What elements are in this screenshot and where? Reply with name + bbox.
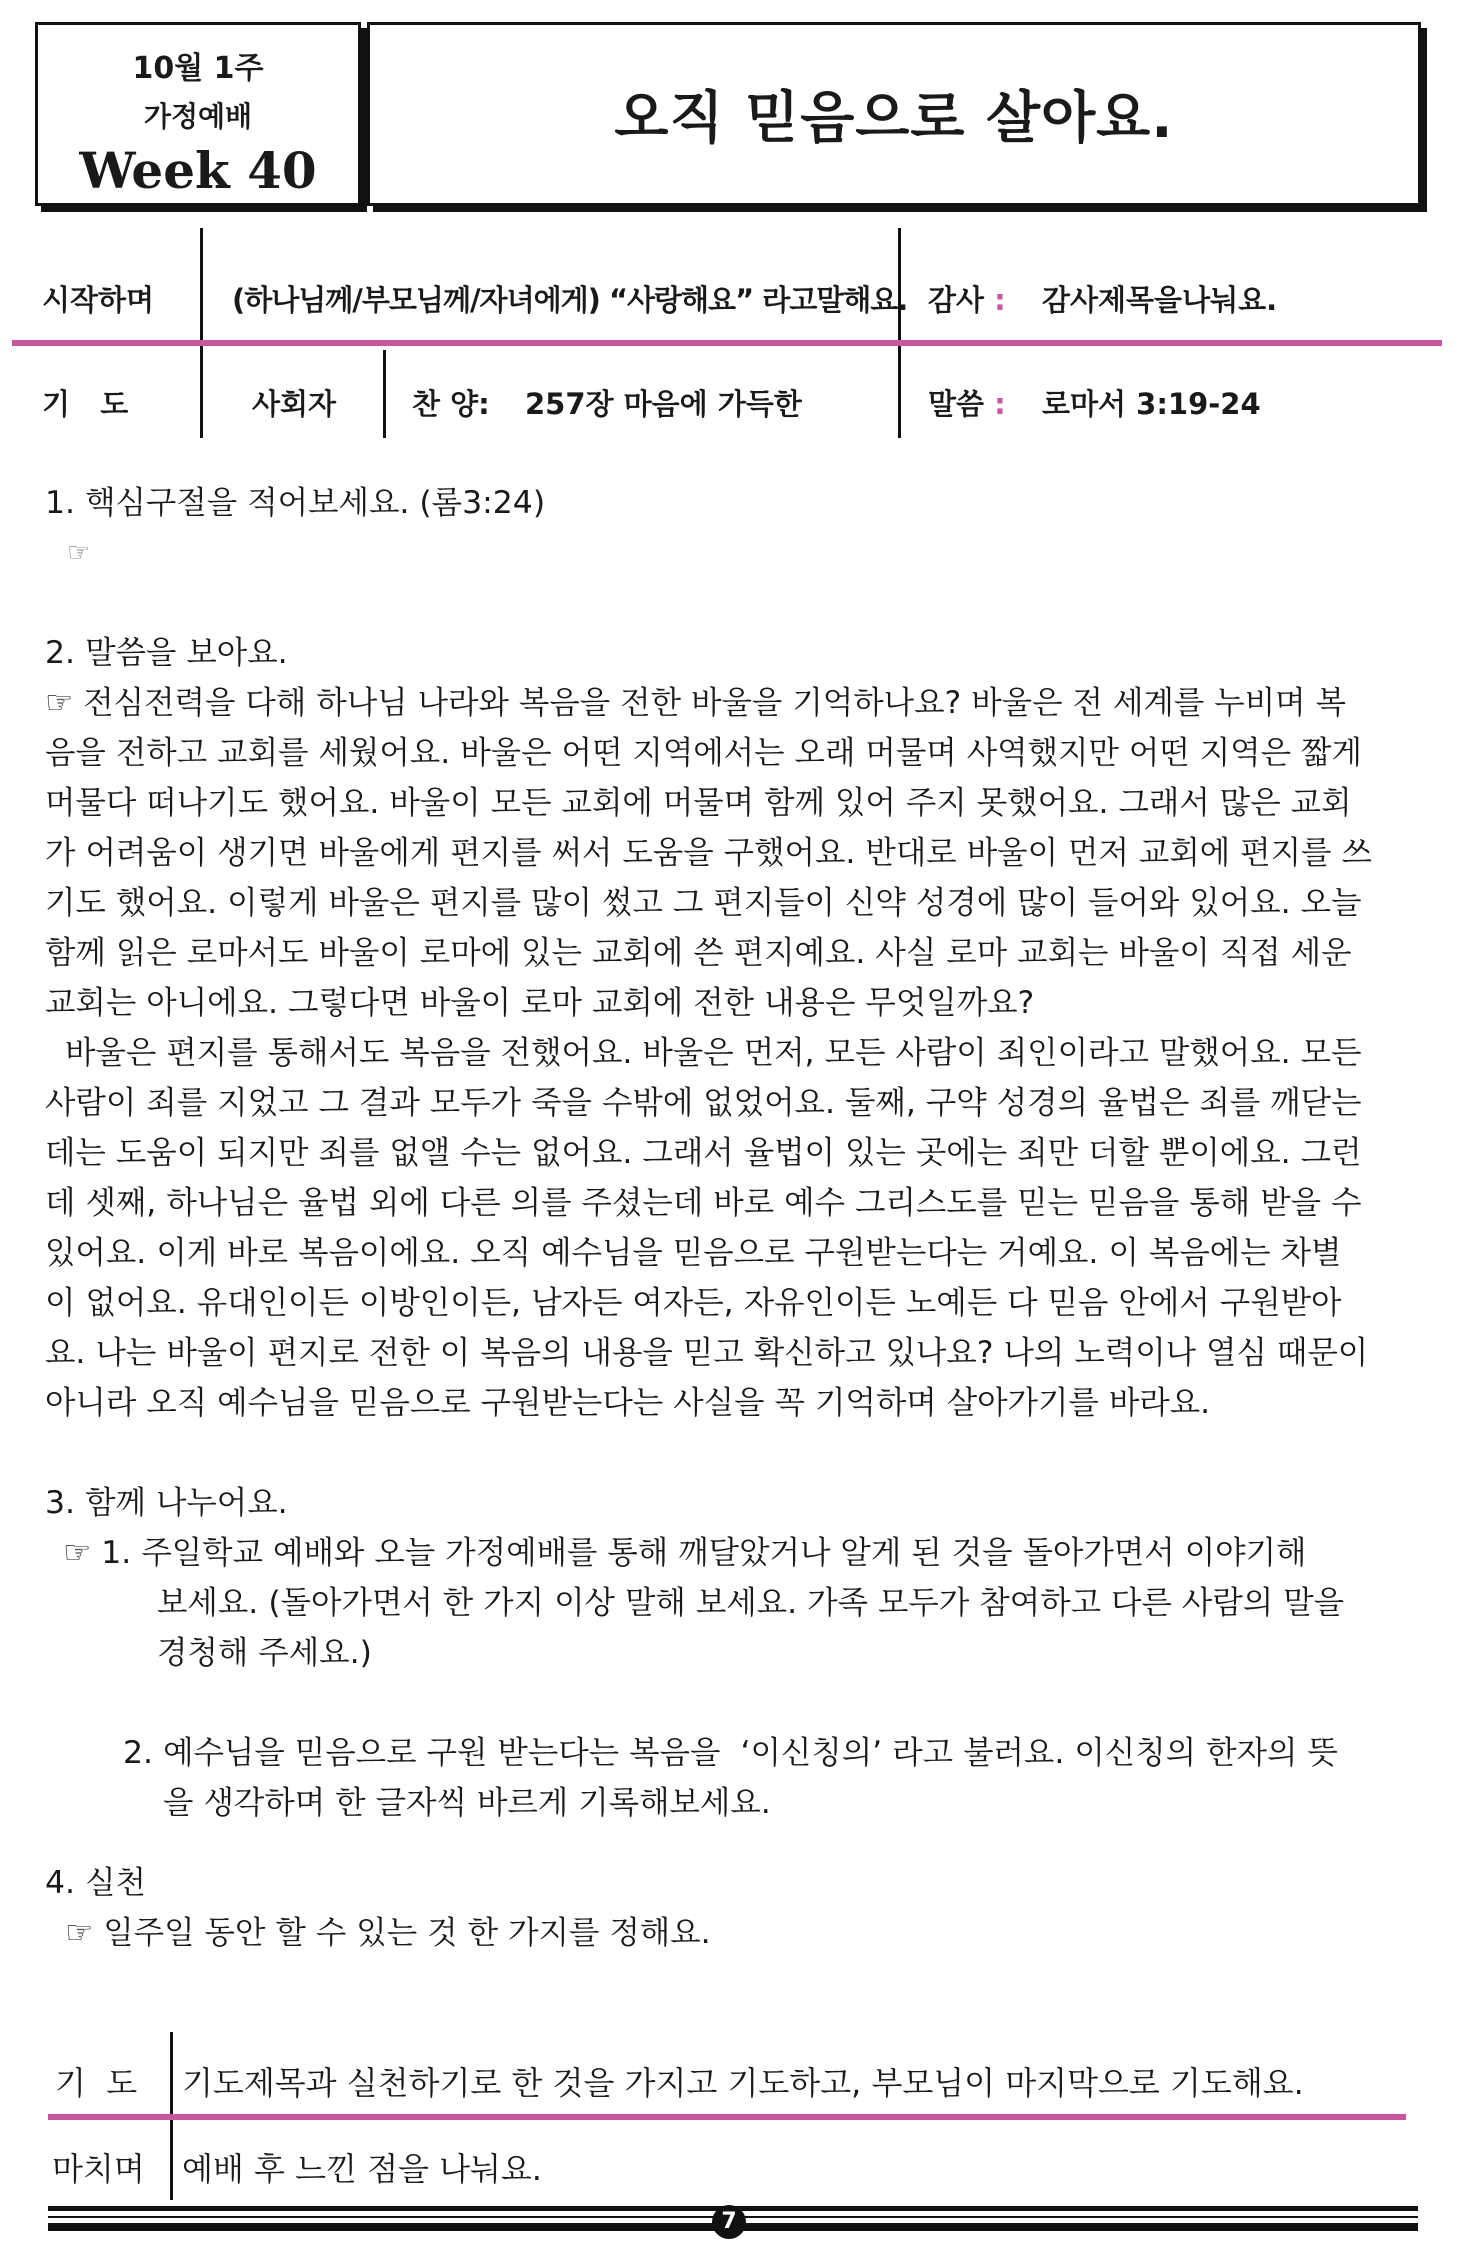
- table-divider: [898, 228, 901, 438]
- text-line: 보세요. (돌아가면서 한 가지 이상 말해 보세요. 가족 모두가 참여하고 다른 사람의 말을: [157, 1585, 1345, 1621]
- table-separator: [12, 340, 1442, 346]
- text-line: 2. 예수님을 믿음으로 구원 받는다는 복음을 ‘이신칭의’ 라고 불러요. 이신칭의 한자의 뜻: [123, 1735, 1338, 1771]
- thanks-label: 감사 :: [928, 283, 1006, 317]
- section-3-question-2: [45, 1728, 1425, 1828]
- page-number: 7: [712, 2205, 746, 2239]
- week-date: 10월 1주: [132, 51, 264, 86]
- text-line: 교회는 아니에요. 그렇다면 바울이 로마 교회에 전한 내용은 무엇일까요?: [45, 985, 1035, 1021]
- text-line: 데는 도움이 되지만 죄를 없앨 수는 없어요. 그래서 율법이 있는 곳에는 죄만 더할 뿐이에요. 그런: [45, 1135, 1362, 1171]
- word-text: 로마서 3:19-24: [1042, 387, 1261, 421]
- text-line: 아니라 오직 예수님을 믿음으로 구원받는다는 사실을 꼭 기억하며 살아가기를 바라요.: [45, 1385, 1211, 1421]
- section-4-text: ☞ 일주일 동안 할 수 있는 것 한 가지를 정해요.: [65, 1915, 711, 1951]
- section-3-question-1: [45, 1528, 1425, 1678]
- section-2-title: 2. 말씀을 보아요.: [45, 635, 288, 671]
- thanks-text: 감사제목을나눠요.: [1042, 283, 1278, 317]
- section-3-title: 3. 함께 나누어요.: [45, 1485, 288, 1521]
- text-line: 사람이 죄를 지었고 그 결과 모두가 죽을 수밖에 없었어요. 둘째, 구약 성경의 율법은 죄를 깨닫는: [45, 1085, 1362, 1121]
- text-line: 데 셋째, 하나님은 율법 외에 다른 의를 주셨는데 바로 예수 그리스도를 믿는 믿음을 통해 받을 수: [45, 1185, 1362, 1221]
- footer-prayer-text: 기도제목과 실천하기로 한 것을 가지고 기도하고, 부모님이 마지막으로 기도해요.: [182, 2064, 1304, 2102]
- start-label: 시작하며: [42, 283, 155, 317]
- text-line: ☞ 1. 주일학교 예배와 오늘 가정예배를 통해 깨달았거나 알게 된 것을 돌아가면서 이야기해: [63, 1535, 1307, 1571]
- text-line: 바울은 편지를 통해서도 복음을 전했어요. 바울은 먼저, 모든 사람이 죄인이라고 말했어요. 모든: [45, 1035, 1362, 1071]
- week-number: Week 40: [79, 141, 317, 200]
- text-line: 요. 나는 바울이 편지로 전한 이 복음의 내용을 믿고 확신하고 있나요? 나의 노력이나 열심 때문이: [45, 1335, 1369, 1371]
- week-box: [35, 22, 361, 206]
- prayer-label: 기 도: [42, 387, 129, 421]
- text-line: 이 없어요. 유대인이든 이방인이든, 남자든 여자든, 자유인이든 노예든 다 믿음 안에서 구원받아: [45, 1285, 1342, 1321]
- footer-prayer-label: 기 도: [55, 2064, 138, 2102]
- text-line: 가 어려움이 생기면 바울에게 편지를 써서 도움을 구했어요. 반대로 바울이 먼저 교회에 편지를 쓰: [45, 835, 1372, 871]
- text-line: 경청해 주세요.): [157, 1635, 372, 1671]
- page-title: 오직 믿음으로 살아요.: [614, 86, 1174, 151]
- table-divider: [383, 350, 386, 438]
- text-line: 있어요. 이게 바로 복음이에요. 오직 예수님을 믿음으로 구원받는다는 거예요. 이 복음에는 차별: [45, 1235, 1342, 1271]
- section-4-title: 4. 실천: [45, 1865, 146, 1901]
- title-box: [367, 22, 1421, 206]
- start-text: (하나님께/부모님께/자녀에게) “사랑해요” 라고말해요.: [232, 283, 908, 317]
- text-line: 을 생각하며 한 글자씩 바르게 기록해보세요.: [163, 1785, 771, 1821]
- closing-text: 예배 후 느낀 점을 나눠요.: [182, 2150, 542, 2188]
- table-divider: [200, 228, 203, 438]
- hymn-text: 257장 마음에 가득한: [525, 387, 802, 421]
- section-2-body: [45, 678, 1425, 1428]
- leader-label: 사회자: [252, 387, 337, 421]
- text-line: ☞ 전심전력을 다해 하나님 나라와 복음을 전한 바울을 기억하나요? 바울은 전 세계를 누비며 복: [45, 685, 1347, 721]
- pointer-icon: ☞: [67, 538, 91, 568]
- closing-label: 마치며: [52, 2150, 145, 2188]
- week-category: 가정예배: [143, 100, 253, 133]
- hymn-label: 찬 양:: [412, 387, 490, 421]
- text-line: 기도 했어요. 이렇게 바울은 편지를 많이 썼고 그 편지들이 신약 성경에 많이 들어와 있어요. 오늘: [45, 885, 1362, 921]
- footer-separator: [48, 2114, 1406, 2120]
- section-1-title: 1. 핵심구절을 적어보세요. (롬3:24): [45, 485, 546, 521]
- content: [45, 478, 1425, 1958]
- text-line: 머물다 떠나기도 했어요. 바울이 모든 교회에 머물며 함께 있어 주지 못했어요. 그래서 많은 교회: [45, 785, 1352, 821]
- text-line: 음을 전하고 교회를 세웠어요. 바울은 어떤 지역에서는 오래 머물며 사역했지만 어떤 지역은 짧게: [45, 735, 1362, 771]
- text-line: 함께 읽은 로마서도 바울이 로마에 있는 교회에 쓴 편지예요. 사실 로마 교회는 바울이 직접 세운: [45, 935, 1352, 971]
- word-label: 말씀 :: [928, 387, 1006, 421]
